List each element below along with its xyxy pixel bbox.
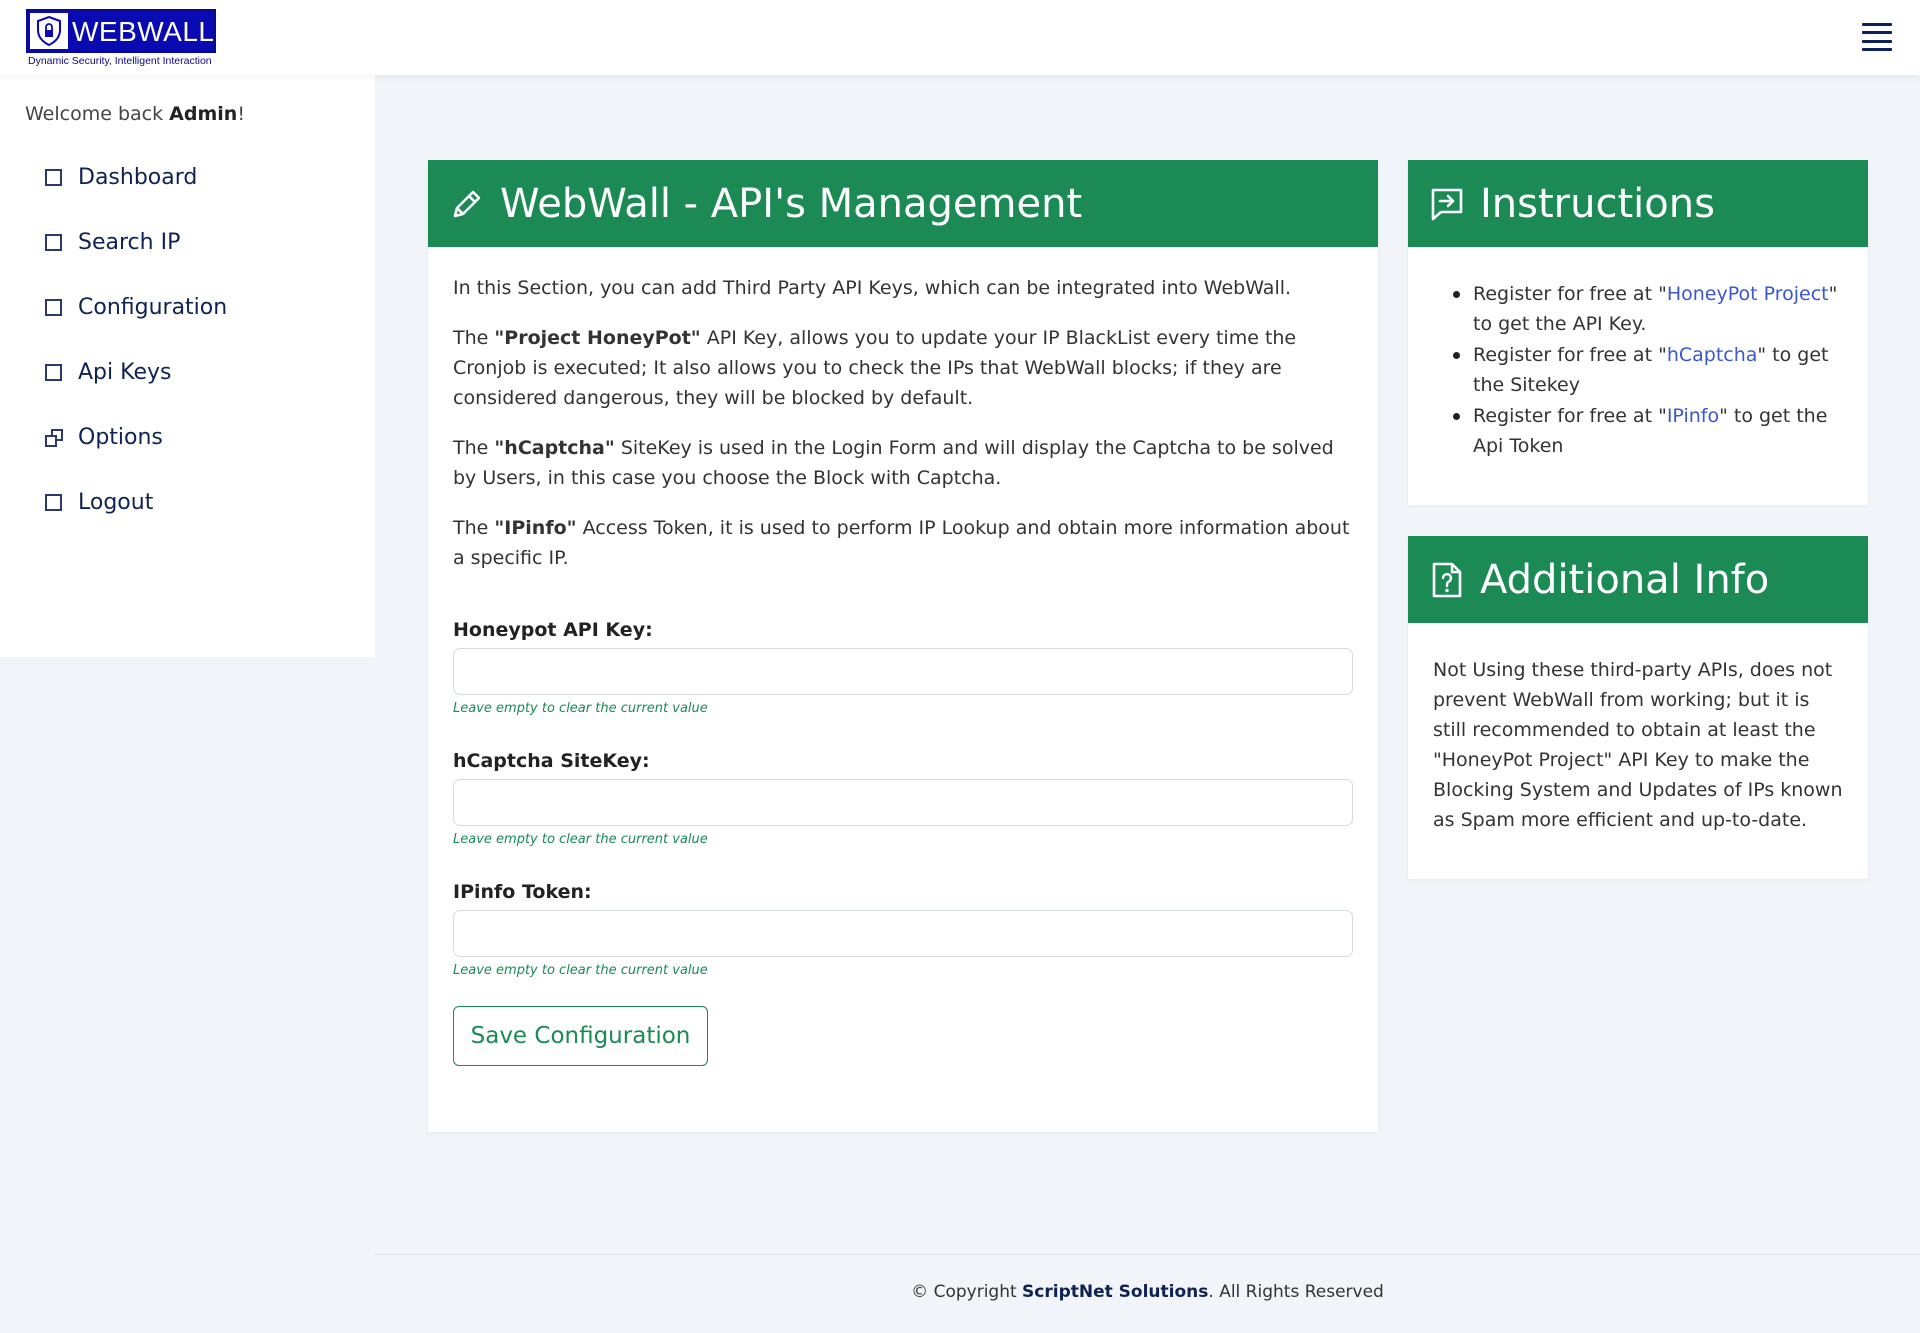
card-body: [1408, 623, 1868, 835]
card-body: [428, 247, 1378, 1066]
honeypot-label: Honeypot API Key:: [453, 619, 653, 641]
card-title: Additional Info: [1480, 556, 1770, 603]
footer-company: ScriptNet Solutions: [1022, 1282, 1209, 1302]
card-header: [1408, 536, 1868, 623]
ipinfo-label: IPinfo Token:: [453, 881, 592, 903]
honeypot-api-key-input[interactable]: [453, 648, 1353, 695]
footer-divider: [375, 1254, 1920, 1255]
additional-info-card: [1408, 536, 1868, 879]
logo-text: WEBWALL: [72, 16, 215, 47]
sidebar-item-api-keys[interactable]: [45, 340, 227, 405]
pencil-icon: [448, 185, 486, 223]
instructions-list: [1433, 279, 1843, 461]
square-icon: [45, 169, 62, 186]
footer-suffix: . All Rights Reserved: [1208, 1282, 1384, 1302]
hamburger-menu-icon[interactable]: [1860, 20, 1894, 54]
list-item: Register for free at "IPinfo" to get the Api Token: [1447, 401, 1843, 461]
honeypot-field-group: [453, 615, 1353, 718]
honeypot-help-text: Leave empty to clear the current value: [453, 701, 708, 716]
intro-text: In this Section, you can add Third Party API Keys, which can be integrated into WebWall.: [453, 277, 1292, 299]
ipinfo-token-input[interactable]: [453, 910, 1353, 957]
footer-prefix: © Copyright: [911, 1282, 1023, 1302]
logo-tagline: Dynamic Security, Intelligent Interaction: [28, 55, 212, 67]
sidebar-item-label: Dashboard: [78, 165, 198, 190]
hcaptcha-field-group: [453, 746, 1353, 849]
honeypot-project-link[interactable]: HoneyPot Project: [1666, 283, 1829, 305]
welcome-suffix: !: [237, 103, 245, 125]
list-item: Register for free at "HoneyPot Project" to get the API Key.: [1447, 279, 1843, 339]
sidebar-item-dashboard[interactable]: [45, 145, 227, 210]
card-title: WebWall - API's Management: [500, 180, 1083, 227]
footer: [375, 1282, 1920, 1302]
ipinfo-field-group: [453, 877, 1353, 980]
hcaptcha-help-text: Leave empty to clear the current value: [453, 832, 708, 847]
welcome-prefix: Welcome back: [25, 103, 170, 125]
ipinfo-description: The "IPinfo" Access Token, it is used to perform IP Lookup and obtain more information about a specific IP.: [453, 517, 1350, 569]
sidebar-item-configuration[interactable]: [45, 275, 227, 340]
hcaptcha-link[interactable]: hCaptcha: [1666, 344, 1758, 366]
square-icon: [45, 364, 62, 381]
square-icon: [45, 234, 62, 251]
ipinfo-link[interactable]: IPinfo: [1666, 405, 1720, 427]
windows-icon: [45, 429, 63, 447]
sidebar-item-options[interactable]: [45, 405, 227, 470]
card-body: [1408, 247, 1868, 461]
square-icon: [45, 494, 62, 511]
additional-info-text: Not Using these third-party APIs, does not prevent WebWall from working; but it is still recommended to obtain at least the "HoneyPot Project" API Key to make the Blocking System and Updates of IPs known as Spam more efficient and up-to-date.: [1433, 659, 1843, 831]
sidebar-item-search-ip[interactable]: [45, 210, 227, 275]
welcome-username: Admin: [169, 103, 238, 125]
hcaptcha-description: The "hCaptcha" SiteKey is used in the Login Form and will display the Captcha to be solved by Users, in this case you choose the Block with Captcha.: [453, 437, 1334, 489]
list-item: Register for free at "hCaptcha" to get the Sitekey: [1447, 340, 1843, 400]
hcaptcha-label: hCaptcha SiteKey:: [453, 750, 650, 772]
card-header: [1408, 160, 1868, 247]
sidebar-item-label: Options: [78, 425, 163, 450]
question-file-icon: [1428, 561, 1466, 599]
hcaptcha-sitekey-input[interactable]: [453, 779, 1353, 826]
sidebar-item-logout[interactable]: [45, 470, 227, 535]
webwall-logo[interactable]: [26, 9, 216, 67]
square-icon: [45, 299, 62, 316]
card-title: Instructions: [1480, 180, 1715, 227]
ipinfo-help-text: Leave empty to clear the current value: [453, 963, 708, 978]
sidebar-nav: [45, 145, 227, 535]
sidebar: [0, 75, 375, 657]
shield-lock-icon: [30, 13, 68, 49]
api-management-card: [428, 160, 1378, 1132]
welcome-message: [25, 103, 245, 125]
sidebar-item-label: Configuration: [78, 295, 228, 320]
logo-banner: [26, 9, 216, 53]
sidebar-item-label: Api Keys: [78, 360, 172, 385]
message-arrow-icon: [1428, 185, 1466, 223]
sidebar-item-label: Logout: [78, 490, 154, 515]
instructions-card: [1408, 160, 1868, 505]
top-bar: [0, 0, 1920, 75]
honeypot-description: The "Project HoneyPot" API Key, allows you to update your IP BlackList every time the Cronjob is executed; It also allows you to check the IPs that WebWall blocks; if they are considered dangerous, they will be blocked by default.: [453, 327, 1297, 409]
card-header: [428, 160, 1378, 247]
sidebar-item-label: Search IP: [78, 230, 181, 255]
save-configuration-button[interactable]: Save Configuration: [453, 1006, 708, 1066]
